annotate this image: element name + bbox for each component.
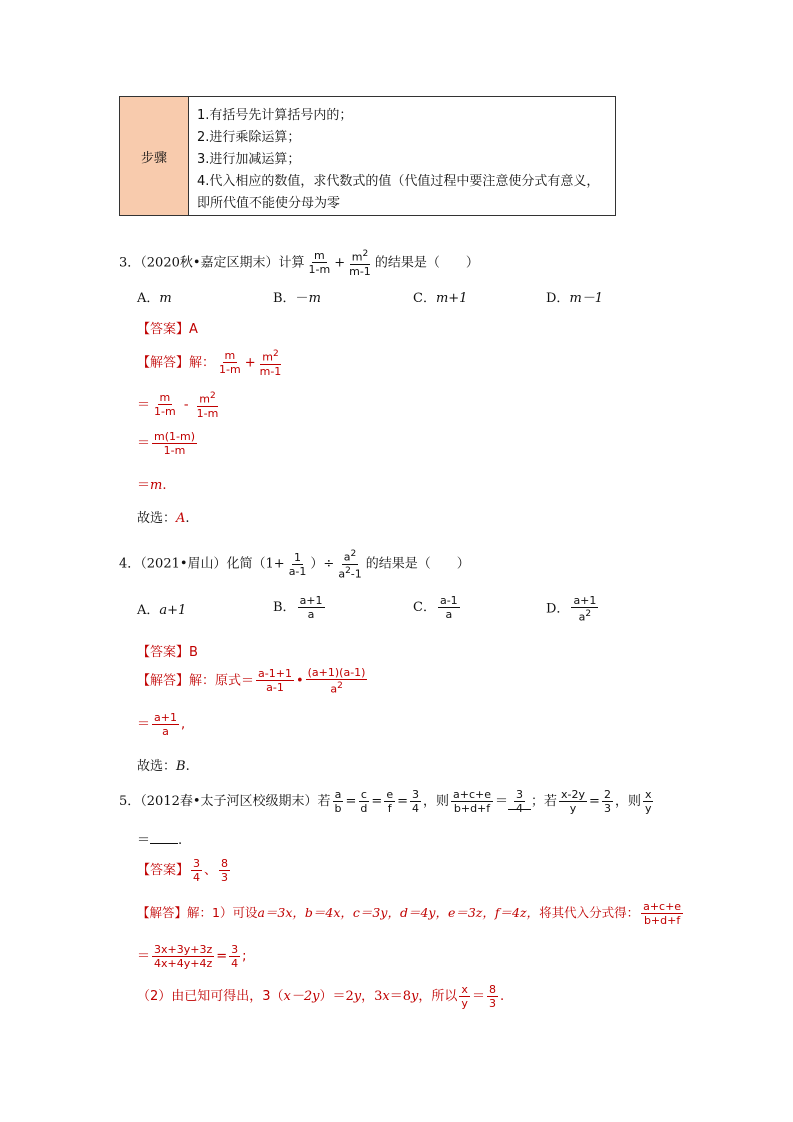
q5-stem: 5．（2012春•太子河区校级期末）若 $\frac{a}{b}$ = $\frac{c}{d}$ = $\frac{e}{f}$ = $\frac{3}{4}$ ，则 $\frac{a+c+e}{b+d+f}$ ＝ $\frac{3}{4}$ ；若 $\frac{x-2y}{y}$ = $\frac{2}{3}$ ，则 $\frac{x}{y}$	[119, 788, 652, 815]
q3-analysis-line2: ＝ $\frac{m}{1-m}$ - $\frac{m^2}{1-m}$	[137, 391, 219, 420]
q3-answer: 【答案】A	[137, 322, 198, 337]
q4-option-d: D． $\frac{a+1}{a^2}$	[546, 594, 597, 624]
q3-analysis-line1: 【解答】解： $\frac{m}{1-m}$ + $\frac{m^2}{m-1}$	[137, 349, 282, 378]
q5-stem-line2: ＝ .	[137, 833, 183, 848]
steps-label: 步骤	[120, 97, 189, 215]
step-item: 1.有括号先计算括号内的；	[197, 108, 353, 123]
q3-analysis-line4: ＝m.	[137, 478, 167, 493]
step-item: 2.进行乘除运算；	[197, 130, 301, 145]
q3-option-c: C．m+1	[413, 291, 468, 306]
q4-option-a: A．a+1	[137, 603, 187, 618]
q4-option-b: B． $\frac{a+1}{a}$	[273, 594, 323, 621]
fraction: $\frac{m^2}{m-1}$	[349, 249, 371, 278]
steps-list	[189, 97, 615, 215]
fraction: $\frac{m}{1-m}$	[308, 249, 331, 277]
q3-stem: 3．（2020秋•嘉定区期末）计算 $\frac{m}{1-m}$ + $\frac{m^2}{m-1}$ 的结果是（ ）	[119, 249, 479, 278]
q3-option-d: D．m－1	[546, 291, 604, 306]
q5-analysis-line1: 【解答】解：1）可设a＝3x，b＝4x，c＝3y，d＝4y，e＝3z，f＝4z，将其代入分式得： $\frac{a+c+e}{b+d+f}$	[137, 900, 682, 927]
q3-option-b: B．－m	[273, 291, 321, 306]
q4-choice: 故选：B.	[137, 759, 190, 774]
q4-analysis-line2: ＝ $\frac{a+1}{a}$ ,	[137, 711, 186, 738]
steps-table	[119, 96, 616, 216]
q5-answer: 【答案】 $\frac{3}{4}$ 、 $\frac{8}{3}$	[137, 857, 229, 884]
q4-answer: 【答案】B	[137, 645, 198, 660]
q4-analysis-line1: 【解答】解：原式＝ $\frac{a-1+1}{a-1}$ • $\frac{(a+1)(a-1)}{a^2}$	[137, 666, 366, 696]
q4-option-c: C． $\frac{a-1}{a}$	[413, 594, 458, 621]
q5-analysis-line3: （2）由已知可得出，3（x－2y）＝2y，3x＝8y，所以 $\frac{x}{y}$ ＝ $\frac{8}{3}$ .	[137, 983, 505, 1010]
q5-analysis-line2: ＝ $\frac{3x+3y+3z}{4x+4y+4z}$ = $\frac{3}{4}$ ;	[137, 943, 247, 970]
q3-analysis-line3: ＝ $\frac{m(1-m)}{1-m}$	[137, 430, 195, 457]
step-item: 3.进行加减运算；	[197, 152, 301, 167]
q4-stem: 4．（2021•眉山）化简（1+ $\frac{1}{a-1}$ ）÷ $\frac{a^2}{a^2-1}$ 的结果是（ ）	[119, 549, 470, 581]
step-item: 4.代入相应的数值，求代数式的值（代值过程中要注意使分式有意义，即所代值不能使分母为零	[197, 174, 600, 211]
q3-option-a: A．m	[137, 291, 172, 306]
q3-choice: 故选：A.	[137, 511, 190, 526]
